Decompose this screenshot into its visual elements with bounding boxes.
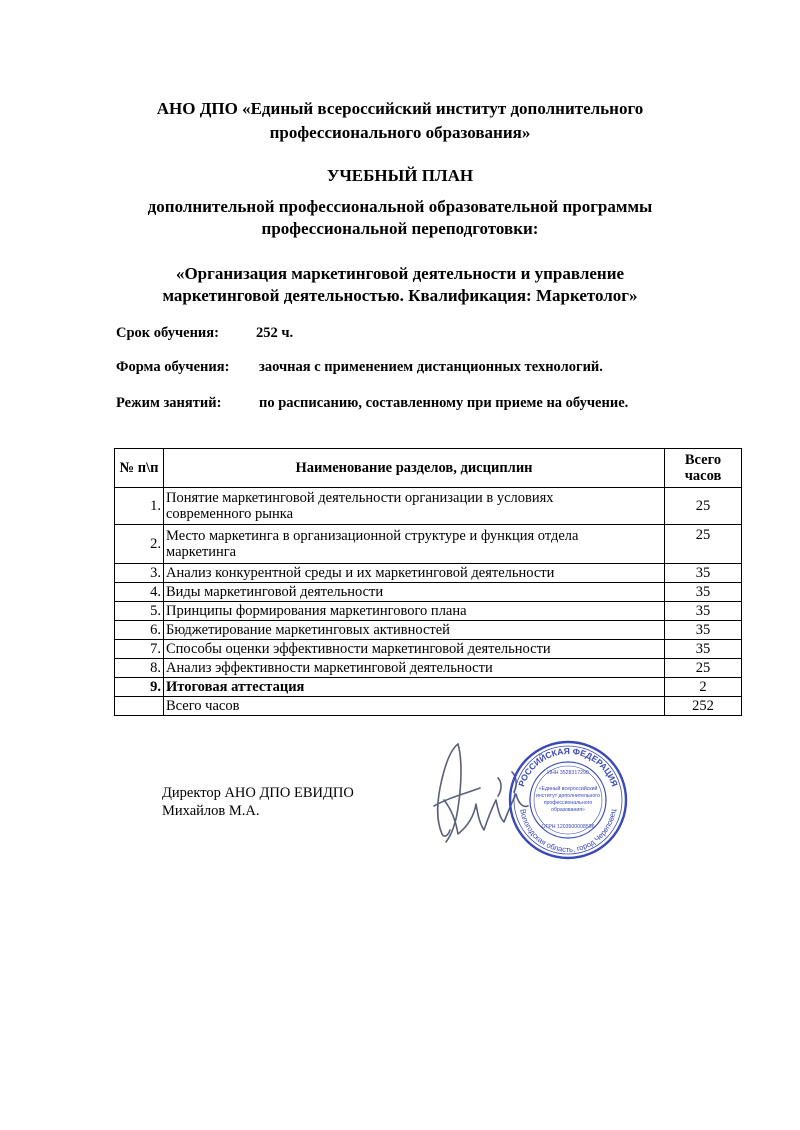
total-hours: 252 — [665, 697, 742, 716]
row-number: 1. — [115, 488, 164, 525]
table-row-final-attestation — [115, 678, 742, 697]
table-row — [115, 488, 742, 525]
row-hours: 35 — [665, 564, 742, 583]
row-hours: 35 — [665, 640, 742, 659]
table-row — [115, 564, 742, 583]
duration-field — [116, 324, 294, 342]
stamp-ogrn: ОГРН 1203500008596 — [541, 824, 595, 830]
row-number: 7. — [115, 640, 164, 659]
row-number: 6. — [115, 621, 164, 640]
header-discipline-name: Наименование разделов, дисциплин — [164, 449, 665, 488]
stamp-top-text: РОССИЙСКАЯ ФЕДЕРАЦИЯ — [516, 745, 620, 788]
row-number: 4. — [115, 583, 164, 602]
row-discipline: Анализ конкурентной среды и их маркетинговой деятельности — [164, 564, 665, 583]
row-hours: 25 — [665, 659, 742, 678]
row-hours: 35 — [665, 621, 742, 640]
row-discipline: Понятие маркетинговой деятельности организации в условиях современного рынка — [164, 488, 665, 525]
study-form-label: Форма обучения: — [116, 359, 230, 375]
row-discipline: Итоговая аттестация — [164, 678, 665, 697]
table-row — [115, 602, 742, 621]
stamp-inn: ИНН 3528317290 — [547, 770, 589, 776]
row-hours: 35 — [665, 602, 742, 621]
row-discipline: Бюджетирование маркетинговых активностей — [164, 621, 665, 640]
row-discipline: Виды маркетинговой деятельности — [164, 583, 665, 602]
document-title: УЧЕБНЫЙ ПЛАН — [326, 166, 474, 185]
table-row — [115, 583, 742, 602]
study-form-value: заочная с применением дистанционных технологий. — [259, 359, 603, 375]
row-discipline: Место маркетинга в организационной структуре и функция отдела маркетинга — [164, 525, 665, 564]
row-number: 5. — [115, 602, 164, 621]
row-discipline: Анализ эффективности маркетинговой деятельности — [164, 659, 665, 678]
stamp-center-line1: «Единый всероссийский — [538, 786, 598, 792]
program-name: «Организация маркетинговой деятельности и управление маркетинговой деятельностью. Квалификация: Маркетолог» — [162, 264, 638, 305]
row-discipline: Способы оценки эффективности маркетинговой деятельности — [164, 640, 665, 659]
curriculum-table — [114, 448, 742, 716]
study-form-field — [116, 358, 603, 376]
row-number: 3. — [115, 564, 164, 583]
duration-value: 252 ч. — [256, 325, 294, 341]
row-number: 9. — [115, 678, 164, 697]
table-header-row — [115, 449, 742, 488]
document-subtitle: дополнительной профессиональной образовательной программы профессиональной переподготовки: — [147, 197, 653, 238]
header-total-hours: Всего часов — [665, 449, 742, 488]
director-name: Михайлов М.А. — [162, 803, 260, 819]
row-hours: 35 — [665, 583, 742, 602]
row-hours: 25 — [665, 488, 742, 525]
director-position: Директор АНО ДПО ЕВИДПО — [162, 785, 354, 801]
study-mode-field — [116, 394, 629, 412]
study-mode-value: по расписанию, составленному при приеме на обучение. — [259, 395, 629, 411]
organization-name: АНО ДПО «Единый всероссийский институт дополнительного профессионального образования» — [156, 99, 644, 142]
signature-block — [162, 784, 354, 820]
table-row — [115, 659, 742, 678]
row-hours: 25 — [665, 525, 742, 564]
row-hours: 2 — [665, 678, 742, 697]
stamp-center-line3: профессионального — [543, 800, 593, 806]
table-row — [115, 640, 742, 659]
total-empty-cell — [115, 697, 164, 716]
svg-text:РОССИЙСКАЯ ФЕДЕРАЦИЯ — [516, 746, 620, 788]
study-mode-label: Режим занятий: — [116, 395, 222, 411]
organization-stamp — [506, 738, 630, 862]
stamp-center-line2: институт дополнительного — [536, 793, 600, 799]
total-label: Всего часов — [164, 697, 665, 716]
table-row — [115, 525, 742, 564]
header-number: № п\п — [115, 449, 164, 488]
row-number: 2. — [115, 525, 164, 564]
row-number: 8. — [115, 659, 164, 678]
table-total-row — [115, 697, 742, 716]
stamp-bottom-text: Вологодская область, город Череповец — [518, 808, 618, 855]
table-row — [115, 621, 742, 640]
stamp-center-line4: образования» — [551, 807, 585, 813]
row-discipline: Принципы формирования маркетингового плана — [164, 602, 665, 621]
duration-label: Срок обучения: — [116, 325, 219, 341]
